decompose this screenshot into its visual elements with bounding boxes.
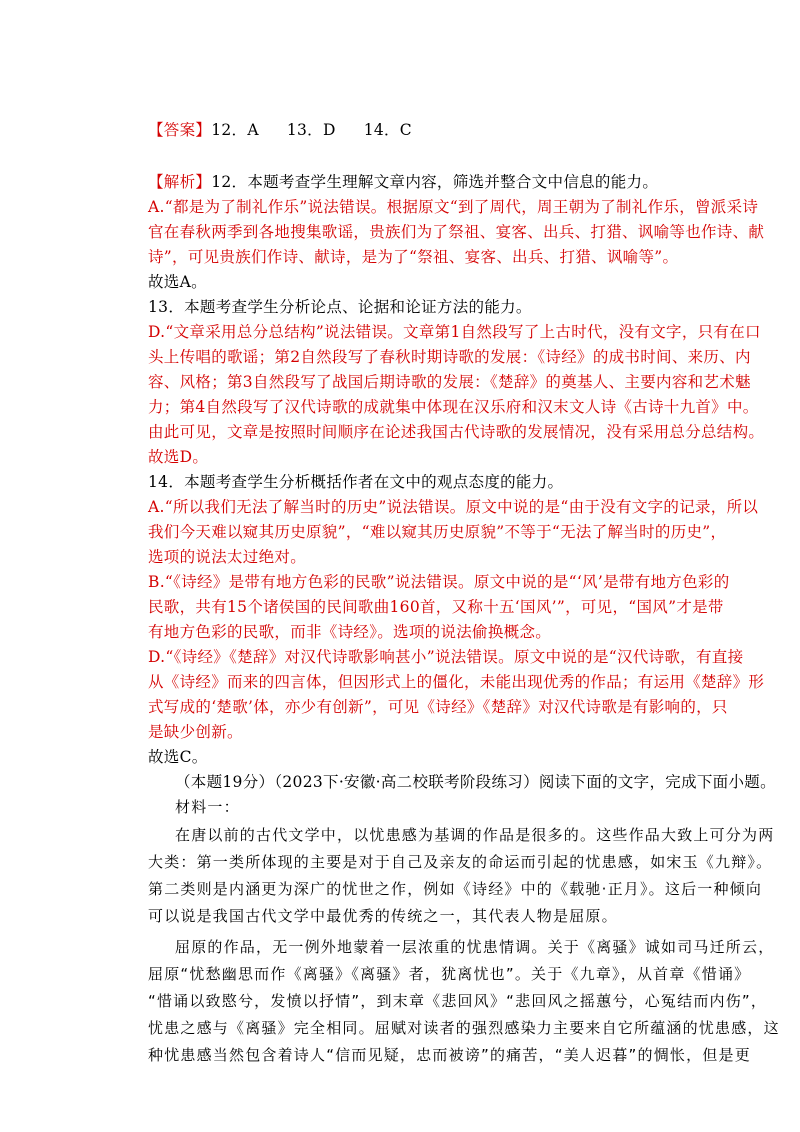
material-text: 在唐以前的古代文学中，以忧患感为基调的作品是很多的。这些作品大致上可分为两 [175,826,775,844]
material-text: 忧患之感与《离骚》完全相同。屈赋对读者的强烈感染力主要来自它所蕴涵的忧患感，这 [148,1019,780,1037]
q13-intro: 13．本题考查学生分析论点、论据和论证方法的能力。 [148,298,532,316]
analysis-tag: 【解析】 [148,173,212,191]
analysis-text: D.“文章采用总分总结构”说法错误。文章第1自然段写了上古时代，没有文字，只有在口 [148,323,761,341]
analysis-text: A.“所以我们无法了解当时的历史”说法错误。原文中说的是“由于没有文字的记录，所以 [148,498,759,516]
material-text: 第二类则是内涵更为深广的忧世之作，例如《诗经》中的《载驰·正月》。这后一种倾向 [148,880,763,898]
material-text: “惜诵以致愍兮，发愤以抒情”，到末章《悲回风》“悲回风之摇蕙兮，心冤结而内伤”， [148,992,768,1010]
material-label: 材料一： [175,798,240,816]
analysis-heading [148,172,658,192]
analysis-text: 诗”，可见贵族们作诗、献诗，是为了“祭祖、宴客、出兵、打猎、讽喻等”。 [148,248,679,266]
answer-tag: 【答案】 [148,121,212,139]
material-text: 可以说是我国古代文学中最优秀的传统之一，其代表人物是屈原。 [148,907,618,925]
answer-item: 14．C [363,121,412,139]
analysis-text: B.“《诗经》是带有地方色彩的民歌”说法错误。原文中说的是“‘风’是带有地方色彩的 [148,573,730,591]
analysis-text: 我们今天难以窥其历史原貌”，“难以窥其历史原貌”不等于“无法了解当时的历史”， [148,523,727,541]
analysis-text: 力；第4自然段写了汉代诗歌的成就集中体现在汉乐府和汉末文人诗《古诗十九首》中。 [148,398,759,416]
answer-item: 13．D [286,121,336,139]
analysis-text: 民歌，共有15个诸侯国的民间歌曲160首，又称十五‘国风’”，可见，“国风”才是带 [148,598,724,616]
question-header: （本题19分）（2023下·安徽·高二校联考阶段练习）阅读下面的文字，完成下面小题。 [175,773,776,791]
material-text: 屈原的作品，无一例外地蒙着一层浓重的忧患情调。关于《离骚》诚如司马迁所云， [175,938,775,956]
choice-line: 故选C。 [148,748,208,766]
q12-intro: 12．本题考查学生理解文章内容，筛选并整合文中信息的能力。 [211,173,659,191]
analysis-text: 有地方色彩的民歌，而非《诗经》。选项的说法偷换概念。 [148,623,552,641]
analysis-text: 选项的说法太过绝对。 [148,548,307,566]
answer-item: 12．A [211,121,259,139]
material-text: 种忧患感当然包含着诗人“信而见疑，忠而被谤”的痛苦，“美人迟暮”的惆怅，但是更 [148,1046,751,1064]
choice-line: 故选D。 [148,448,209,466]
material-text: 屈原“忧愁幽思而作《离骚》《离骚》者，犹离忧也”。关于《九章》，从首章《惜诵》 [148,965,751,983]
analysis-text: 头上传唱的歌谣；第2自然段写了春秋时期诗歌的发展：《诗经》的成书时间、来历、内 [148,348,751,366]
answer-line [148,120,412,140]
analysis-text: D.“《诗经》《楚辞》对汉代诗歌影响甚小”说法错误。原文中说的是“汉代诗歌，有直接 [148,648,744,666]
analysis-text: 是缺少创新。 [148,723,243,741]
analysis-text: 式写成的‘楚歌’体，亦少有创新”，可见《诗经》《楚辞》对汉代诗歌是有影响的，只 [148,698,728,716]
q14-intro: 14．本题考查学生分析概括作者在文中的观点态度的能力。 [148,473,564,491]
analysis-text: 容、风格；第3自然段写了战国后期诗歌的发展：《楚辞》的奠基人、主要内容和艺术魅 [148,373,751,391]
analysis-text: 由此可见，文章是按照时间顺序在论述我国古代诗歌的发展情况，没有采用总分总结构。 [148,423,765,441]
analysis-text: 官在春秋两季到各地搜集歌谣，贵族们为了祭祖、宴客、出兵、打猎、讽喻等也作诗、献 [148,223,765,241]
analysis-text: A.“都是为了制礼作乐”说法错误。根据原文“到了周代，周王朝为了制礼作乐，曾派采诗 [148,198,759,216]
material-text: 大类：第一类所体现的主要是对于自己及亲友的命运而引起的忧患感，如宋玉《九辩》。 [148,853,773,871]
analysis-text: 从《诗经》而来的四言体，但因形式上的僵化，未能出现优秀的作品；有运用《楚辞》形 [148,673,765,691]
choice-line: 故选A。 [148,273,207,291]
